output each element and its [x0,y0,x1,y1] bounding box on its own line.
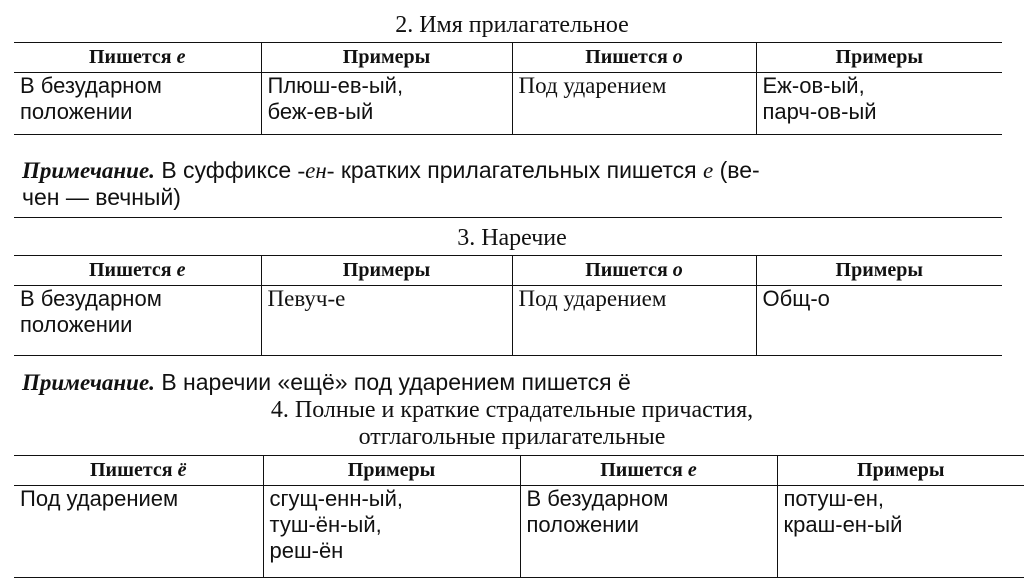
section-3-title: 3. Наречие [457,225,567,251]
header-examples: Примеры [261,43,512,73]
rule-cell: В безударном положении [14,286,261,356]
header-examples: Примеры [777,456,1024,486]
examples-cell: потуш-ен, краш-ен-ый [777,486,1024,578]
section-4-title: 4. Полные и краткие страдательные причастия, [270,397,754,423]
section-2-title: 2. Имя прилагательное [395,12,629,38]
examples-cell: Еж-ов-ый, парч-ов-ый [756,73,1002,135]
examples-cell: Певуч-е [261,286,512,356]
participle-table [14,455,1024,578]
header-writes-e: Пишется е [14,256,261,286]
table-row [14,286,1002,356]
header-writes-o: Пишется о [512,43,756,73]
adverb-note: Примечание. В наречии «ещё» под ударением пишется ё [22,369,631,395]
table-header-row [14,456,1024,486]
header-examples: Примеры [263,456,520,486]
adverb-table [14,255,1002,356]
table-row [14,486,1024,578]
examples-cell: Плюш-ев-ый, беж-ев-ый [261,73,512,135]
examples-cell: сгущ-енн-ый, туш-ён-ый, реш-ён [263,486,520,578]
rule-cell: В безударном положении [14,73,261,135]
header-writes-o: Пишется о [512,256,756,286]
section-4-subtitle: отглагольные прилагательные [358,424,666,450]
rule-cell: Под ударением [14,486,263,578]
divider [14,217,1002,218]
header-examples: Примеры [756,256,1002,286]
header-writes-e: Пишется е [520,456,777,486]
header-writes-yo: Пишется ё [14,456,263,486]
header-examples: Примеры [261,256,512,286]
rule-cell: Под ударением [512,286,756,356]
header-writes-e: Пишется е [14,43,261,73]
table-header-row [14,43,1002,73]
header-examples: Примеры [756,43,1002,73]
table-header-row [14,256,1002,286]
rule-cell: Под ударением [512,73,756,135]
adjective-table [14,42,1002,135]
table-row [14,73,1002,135]
adjective-note: Примечание. В суффиксе -ен- кратких прилагательных пишется е (ве- чен — вечный) [22,157,760,210]
rule-cell: В безударном положении [520,486,777,578]
examples-cell: Общ-о [756,286,1002,356]
